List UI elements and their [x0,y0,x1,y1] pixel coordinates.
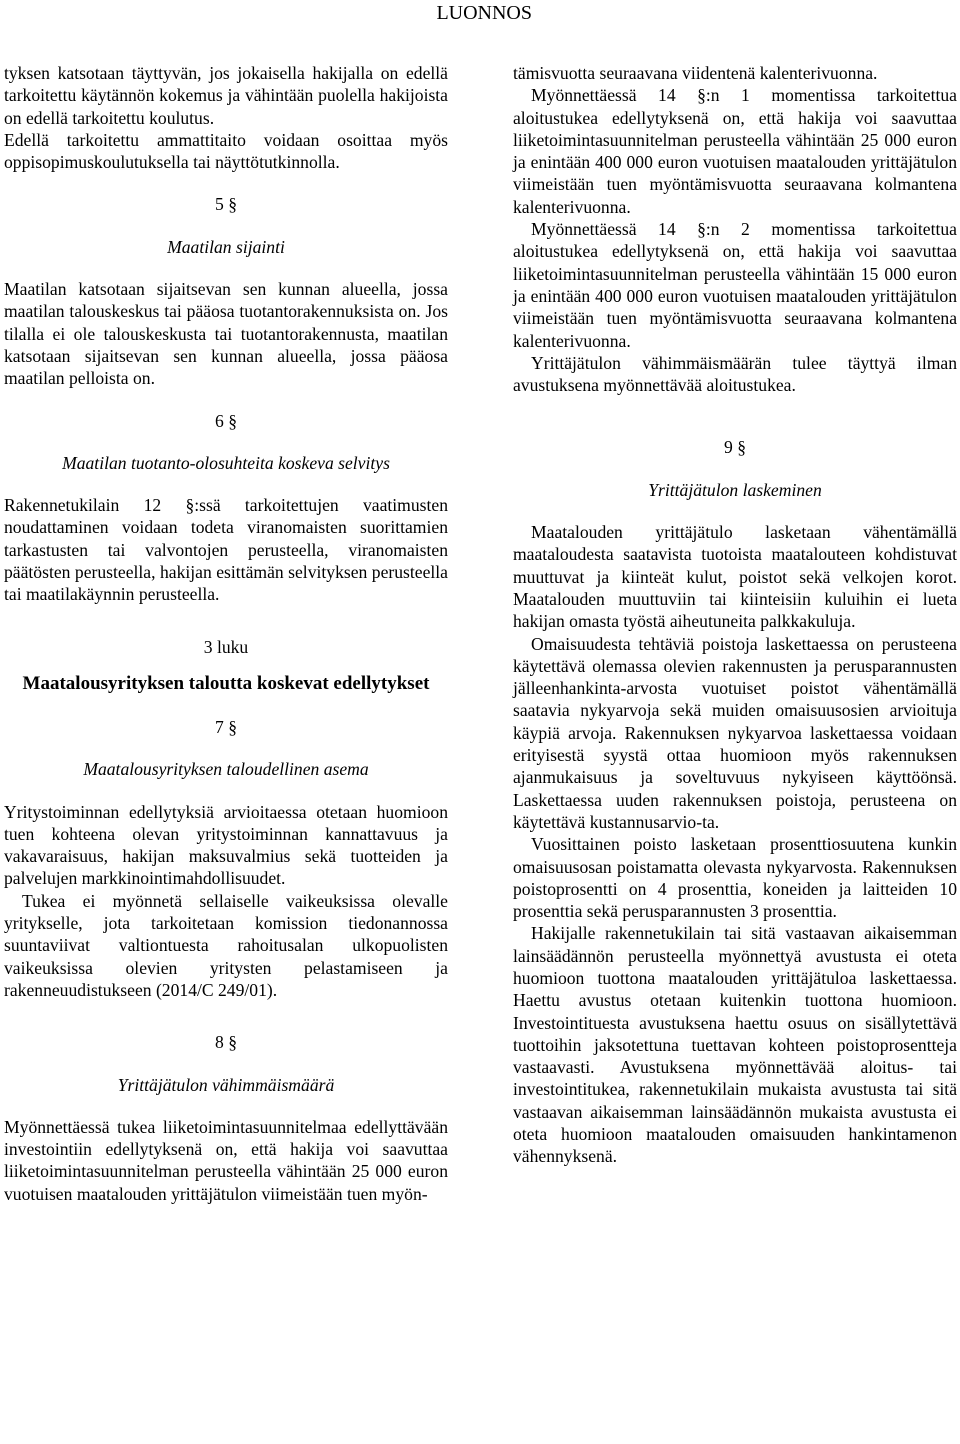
paragraph: Myönnettäessä 14 §:n 1 momentissa tarkoitettua aloitustukea edellytyksenä on, että hakija voi saavuttaa liiketoimintasuunnitelman perusteella vähintään 25 000 euron ja enintään 400 000 euron vuotuisen maatalouden yrittäjätulon viimeistään tuen myöntämisvuotta seuraavana kolmantena kalenterivuonna. [513,85,957,217]
paragraph: Maatalouden yrittäjätulo lasketaan vähentämällä maataloudesta saatavista tuotoista maatalouteen kohdistuvat muuttuvat ja kiinteät kulut, poistot sekä velkojen korot. Maatalouden muuttuviin tai kiinteisiin kuluihin ei lueta hakijan omasta työstä aiheutuneita palkkakuluja. [513,522,957,632]
chapter-title: Maatalousyrityksen taloutta koskevat edellytykset [22,672,430,694]
paragraph: Rakennetukilain 12 §:ssä tarkoitettujen vaatimusten noudattaminen voidaan todeta viranomaisten suorittamien tarkastusten tai valvontojen perusteella, viranomaisten päätösten perusteella, hakijan esittämän selvityksen perusteella tai maatilakäynnin perusteella. [4,495,448,605]
paragraph: Myönnettäessä tukea liiketoimintasuunnitelmaa edellyttävään investointiin edellytyksenä on, että hakija voi saavuttaa liiketoimintasuunnitelman perusteella vähintään 25 000 euron vuotuisen maatalouden yrittäjätulon viimeistään tuen myön- [4,1116,448,1204]
section-title-8: Yrittäjätulon vähimmäismäärä [117,1074,335,1095]
paragraph: Vuosittainen poisto lasketaan prosenttiosuutena kunkin omaisuusosan poistamatta olevasta nykyarvosta. Rakennuksen poistoprosentti on 4 prosenttia, koneiden ja laitteiden 10 prosenttia sekä perusparannusten 3 prosenttia. [513,834,957,922]
section-number-6: 6 § [215,410,237,431]
paragraph: Yrittäjätulon vähimmäismäärän tulee täyttyä ilman avustuksena myönnettävää aloitustukea. [513,352,957,396]
paragraph: Tukea ei myönnetä sellaiselle vaikeuksissa olevalle yritykselle, jota tarkoitetaan komission tiedonannossa suuntaviivat valtiontuesta rahoitusalan ulkopuolisten vaikeuksissa olevien yritysten pelastamiseen ja rakenneuudistukseen (2014/C 249/01). [4,890,448,1000]
section-number-9: 9 § [724,437,746,458]
section-number-5: 5 § [215,194,237,215]
left-column [4,62,448,1205]
paragraph: tämisvuotta seuraavana viidentenä kalenterivuonna. [513,63,878,83]
section-title-5: Maatilan sijainti [167,236,285,257]
section-title-9: Yrittäjätulon laskeminen [648,479,822,500]
paragraph: Maatilan katsotaan sijaitsevan sen kunnan alueella, jossa maatilan talouskeskus tai pääosa tuotantorakennuksista on. Jos tilalla ei ole talouskeskusta tai tuotantorakennusta, maatilan katsotaan sijaitsevan sen kunnan alueella, jossa pääosa maatilan pelloista on. [4,279,448,389]
section-number-8: 8 § [215,1032,237,1053]
paragraph: Hakijalle rakennetukilain tai sitä vastaavan aikaisemman lainsäädännön perusteella myönnettyä avustusta ei oteta huomioon tuottona maatalouden yrittäjätuloa laskettaessa. Haettu avustus otetaan kuitenkin tuottona huomioon. Investointituesta avustuksena haettu osuus on sisällytettävä tuottoihin jaksotettuna tuettavan kohteen poistoprosentteja vastaavasti. Avustuksena myönnettävää aloitus- tai investointitukea, rakennetukilain mukaista avustusta tai sitä vastaavan aikaisemman lainsäädännön mukaista avustusta ei oteta huomioon maatalouden omaisuuden hankintamenon vähennyksenä. [513,923,957,1167]
right-column [513,62,957,1168]
section-title-6: Maatilan tuotanto-olosuhteita koskeva selvitys [62,452,390,473]
section-title-7: Maatalousyrityksen taloudellinen asema [83,759,369,780]
draft-label: LUONNOS [436,2,532,24]
chapter-number: 3 luku [203,636,249,657]
paragraph: Edellä tarkoitettu ammattitaito voidaan osoittaa myös oppisopimuskoulutuksella tai näyttötutkinnolla. [4,129,448,173]
paragraph: Myönnettäessä 14 §:n 2 momentissa tarkoitettua aloitustukea edellytyksenä on, että hakija voi saavuttaa liiketoimintasuunnitelman perusteella vähintään 15 000 euron ja enintään 400 000 euron vuotuisen maatalouden yrittäjätulon viimeistään tuen myöntämisvuotta seuraavana kolmantena kalenterivuonna. [513,219,957,351]
paragraph: Omaisuudesta tehtäviä poistoja laskettaessa on perusteena käytettävä olemassa olevien rakennusten ja perusparannusten jälleenhankinta-arvosta vuotuiset poistot vähentämällä saatavia nykyarvoja sekä muiden omaisuusosien arvioituja käypiä arvoja. Rakennuksen nykyarvoa laskettaessa voidaan erityisestä syystä ottaa huomioon myös rakennuksen ajanmukaisuus ja soveltuvuus nykyiseen käyttöönsä. Laskettaessa uuden rakennuksen poistoja, perusteena on käytettävä kustannusarvio-ta. [513,633,957,832]
section-number-7: 7 § [215,716,237,737]
paragraph: tyksen katsotaan täyttyvän, jos jokaisella hakijalla on edellä tarkoitettu käytännön kokemus ja vähintään puolella hakijoista on edellä tarkoitettu koulutus. [4,63,448,128]
paragraph: Yritystoiminnan edellytyksiä arvioitaessa otetaan huomioon tuen kohteena olevan yritystoiminnan kannattavuus ja vakavaraisuus, hakijan maksuvalmius sekä tuotteiden ja palvelujen markkinointimahdollisuudet. [4,801,448,889]
